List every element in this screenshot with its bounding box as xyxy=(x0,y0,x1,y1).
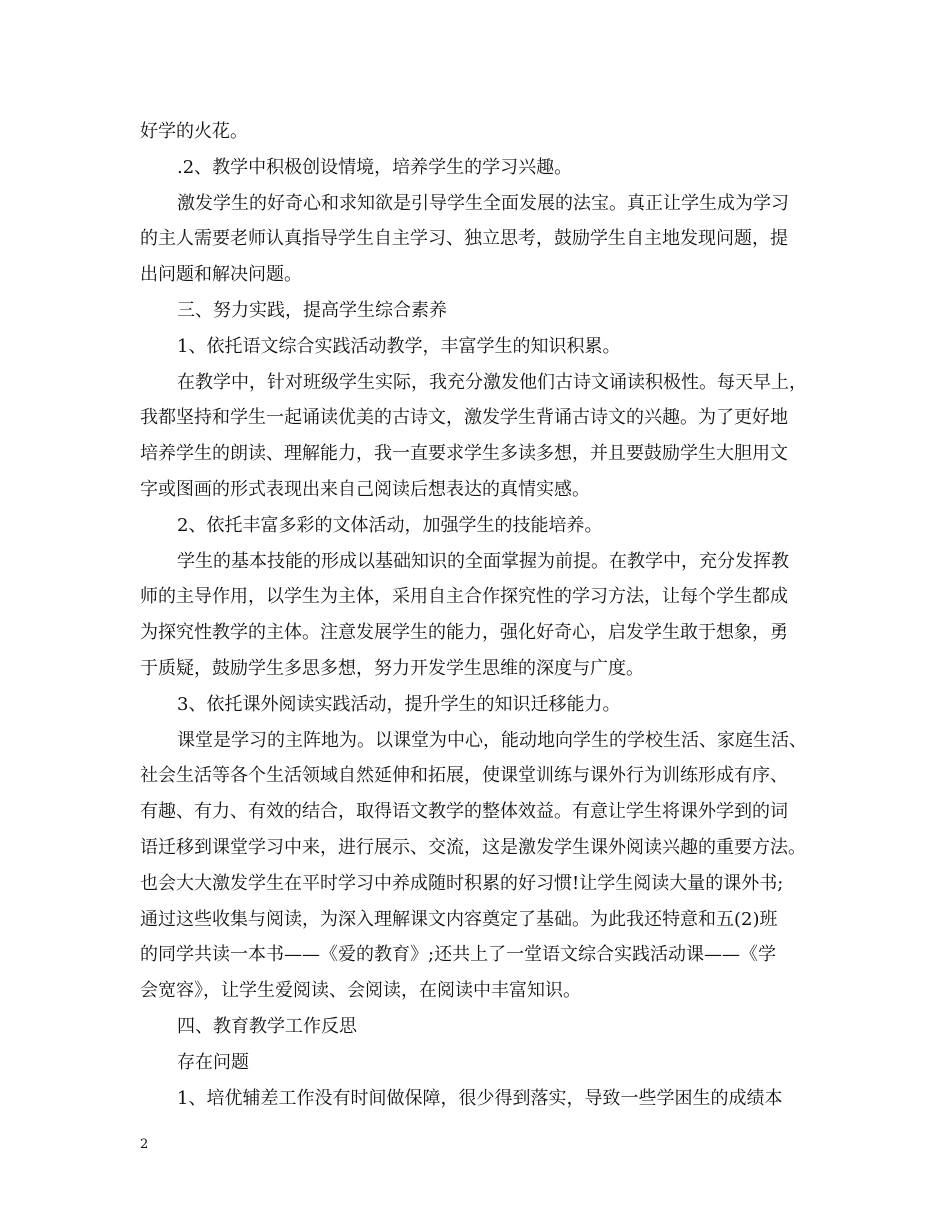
text-line: 课堂是学习的主阵地为。以课堂为中心，能动地向学生的学校生活、家庭生活、 xyxy=(177,729,807,751)
text-line: 1、培优辅差工作没有时间做保障，很少得到落实，导致一些学困生的成绩本 xyxy=(177,1087,783,1109)
text-line: 三、努力实践，提高学生综合素养 xyxy=(177,299,447,321)
text-line: 我都坚持和学生一起诵读优美的古诗文，激发学生背诵古诗文的兴趣。为了更好地 xyxy=(140,407,788,429)
text-line: 语迁移到课堂学习中来，进行展示、交流，这是激发学生课外阅读兴趣的重要方法。 xyxy=(140,836,806,858)
text-line: 的主人需要老师认真指导学生自主学习、独立思考，鼓励学生自主地发现问题，提 xyxy=(140,228,788,250)
text-line: 也会大大激发学生在平时学习中养成随时积累的好习惯!让学生阅读大量的课外书; xyxy=(140,872,784,894)
text-line: 培养学生的朗读、理解能力，我一直要求学生多读多想，并且要鼓励学生大胆用文 xyxy=(140,443,788,465)
text-line: 学生的基本技能的形成以基础知识的全面掌握为前提。在教学中，充分发挥教 xyxy=(177,550,789,572)
page-number: 2 xyxy=(140,1137,149,1152)
text-line: 有趣、有力、有效的结合，取得语文教学的整体效益。有意让学生将课外学到的词 xyxy=(140,801,788,823)
text-line: 会宽容》，让学生爱阅读、会阅读，在阅读中丰富知识。 xyxy=(140,980,581,1002)
text-line: 2、依托丰富多彩的文体活动，加强学生的技能培养。 xyxy=(177,514,603,536)
text-line: .2、教学中积极创设情境，培养学生的学习兴趣。 xyxy=(177,156,573,178)
text-line: 字或图画的形式表现出来自己阅读后想表达的真情实感。 xyxy=(140,478,590,500)
text-line: 存在问题 xyxy=(177,1051,249,1073)
text-line: 于质疑，鼓励学生多思多想，努力开发学生思维的深度与广度。 xyxy=(140,657,644,679)
text-line: 在教学中，针对班级学生实际，我充分激发他们古诗文诵读积极性。每天早上， xyxy=(177,371,807,393)
document-body xyxy=(140,114,815,1116)
text-line: 的同学共读一本书——《爱的教育》;还共上了一堂语文综合实践活动课——《学 xyxy=(140,944,777,966)
text-line: 为探究性教学的主体。注意发展学生的能力，强化好奇心，启发学生敢于想象，勇 xyxy=(140,622,788,644)
text-line: 通过这些收集与阅读，为深入理解课文内容奠定了基础。为此我还特意和五(2)班 xyxy=(140,908,778,930)
text-line: 激发学生的好奇心和求知欲是引导学生全面发展的法宝。真正让学生成为学习 xyxy=(177,192,789,214)
text-line: 好学的火花。 xyxy=(140,121,248,142)
text-line: 社会生活等各个生活领域自然延伸和拓展，使课堂训练与课外行为训练形成有序、 xyxy=(140,765,788,787)
text-line: 师的主导作用，以学生为主体，采用自主合作探究性的学习方法，让每个学生都成 xyxy=(140,586,788,608)
text-line: 3、依托课外阅读实践活动，提升学生的知识迁移能力。 xyxy=(177,693,621,715)
text-line: 1、依托语文综合实践活动教学，丰富学生的知识积累。 xyxy=(177,335,621,357)
text-line: 出问题和解决问题。 xyxy=(140,264,302,286)
text-line: 四、教育教学工作反思 xyxy=(177,1015,357,1037)
